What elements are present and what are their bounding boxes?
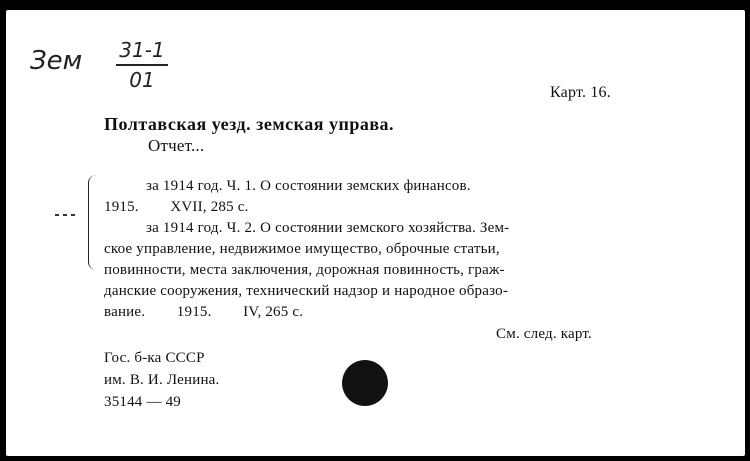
entry-line-2: 1915. XVII, 285 с. xyxy=(104,199,249,215)
entry-line-4: ское управление, недвижимое имущество, оброчные статьи, xyxy=(104,241,500,257)
punch-hole xyxy=(342,360,388,406)
card-subtitle: Отчет... xyxy=(148,136,205,155)
card-number: Карт. 16. xyxy=(550,84,611,101)
library-line-3: 35144 — 49 xyxy=(104,394,181,410)
call-number-denominator: 01 xyxy=(129,68,155,92)
library-line-1: Гос. б-ка СССР xyxy=(104,350,205,366)
call-number-prefix: Зем xyxy=(30,46,83,76)
dash-mark xyxy=(55,214,75,216)
library-line-2: им. В. И. Ленина. xyxy=(104,372,220,388)
see-next-card: См. след. карт. xyxy=(496,326,592,342)
entry-line-7: вание. 1915. IV, 265 с. xyxy=(104,304,304,320)
entry-line-6: данские сооружения, технический надзор и народное образо- xyxy=(104,283,509,299)
bracket-mark xyxy=(88,175,97,270)
entry-line-5: повинности, места заключения, дорожная повинность, граж- xyxy=(104,262,505,278)
entry-line-1: за 1914 год. Ч. 1. О состоянии земских финансов. xyxy=(146,178,471,194)
call-number-numerator: 31-1 xyxy=(119,38,165,62)
entry-line-3: за 1914 год. Ч. 2. О состоянии земского хозяйства. Зем- xyxy=(146,220,510,236)
card-title: Полтавская уезд. земская управа. xyxy=(104,114,395,134)
fraction-bar xyxy=(116,64,168,66)
call-number-fraction xyxy=(116,38,168,92)
